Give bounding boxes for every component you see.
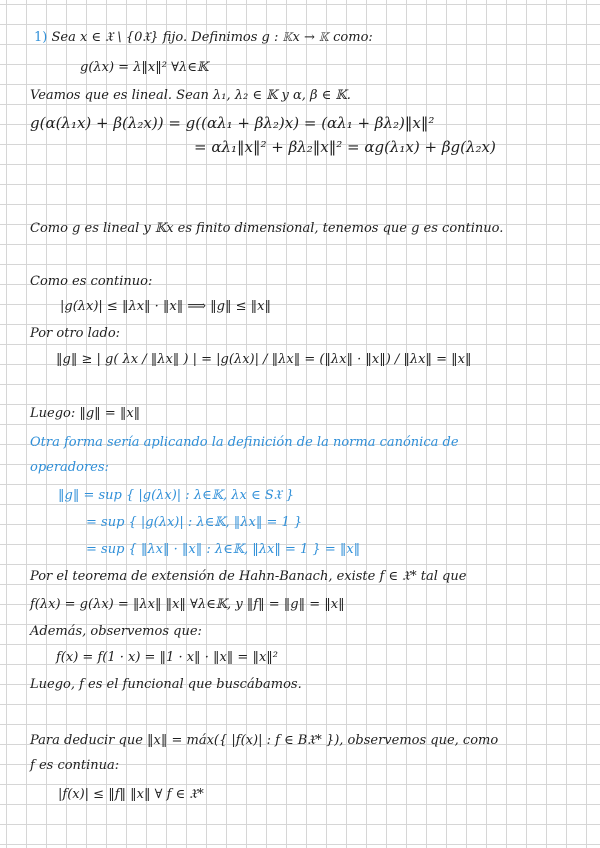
line-lower-bound: ‖g‖ ≥ | g( λx / ‖λx‖ ) | = |g(λx)| / ‖λx‖ = (‖λx‖ · ‖x‖) / ‖λx‖ = ‖x‖	[56, 352, 472, 367]
line-def-formula: g(λx) = λ‖x‖² ∀λ∈𝕂	[80, 60, 209, 75]
line-deducir: Para deducir que ‖x‖ = máx({ |f(x)| : f ∈ B𝔛* }), observemos que, como	[30, 733, 499, 748]
line-upper-bound: |g(λx)| ≤ ‖λx‖ · ‖x‖ ⟹ ‖g‖ ≤ ‖x‖	[60, 299, 271, 314]
line-sup-1: ‖g‖ = sup { |g(λx)| : λ∈𝕂, λx ∈ S𝔛 }	[58, 488, 294, 503]
line-como-continuo: Como es continuo:	[30, 274, 153, 289]
line-linear-1: g(α(λ₁x) + β(λ₂x)) = g((αλ₁ + βλ₂)x) = (αλ₁ + βλ₂)‖x‖²	[30, 114, 435, 132]
line-definition-text: Sea x ∈ 𝔛 \ {0𝔛} fijo. Definimos g : 𝕂x → 𝕂 como:	[51, 30, 373, 45]
line-veamos: Veamos que es lineal. Sean λ₁, λ₂ ∈ 𝕂 y α, β ∈ 𝕂.	[30, 88, 351, 103]
line-fx: f(x) = f(1 · x) = ‖1 · x‖ · ‖x‖ = ‖x‖²	[56, 650, 278, 665]
line-sup-2: = sup { |g(λx)| : λ∈𝕂, ‖λx‖ = 1 }	[86, 515, 303, 530]
line-continuo: Como g es lineal y 𝕂x es finito dimensional, tenemos que g es continuo.	[30, 221, 504, 236]
line-definition: 1) Sea x ∈ 𝔛 \ {0𝔛} fijo. Definimos g : 𝕂x → 𝕂 como:	[34, 30, 373, 45]
line-final-bound: |f(x)| ≤ ‖f‖ ‖x‖ ∀ f ∈ 𝔛*	[58, 787, 204, 802]
line-operadores: operadores:	[30, 460, 109, 475]
line-hahn-banach: Por el teorema de extensión de Hahn-Banach, existe f ∈ 𝔛* tal que	[30, 569, 467, 584]
line-luego-norm: Luego: ‖g‖ = ‖x‖	[30, 406, 141, 421]
line-sup-3: = sup { ‖λx‖ · ‖x‖ : λ∈𝕂, ‖λx‖ = 1 } = ‖x‖	[86, 542, 361, 557]
line-otro-lado: Por otro lado:	[30, 326, 121, 341]
line-linear-2: = αλ₁‖x‖² + βλ₂‖x‖² = αg(λ₁x) + βg(λ₂x)	[194, 138, 496, 156]
line-otra-forma: Otra forma sería aplicando la definición de la norma canónica de	[30, 435, 459, 450]
line-funcional: Luego, f es el funcional que buscábamos.	[30, 677, 302, 692]
line-ademas: Además, observemos que:	[30, 624, 202, 639]
line-continua: f es continua:	[30, 758, 120, 773]
line-extension: f(λx) = g(λx) = ‖λx‖ ‖x‖ ∀λ∈𝕂, y ‖f‖ = ‖g‖ = ‖x‖	[30, 597, 345, 612]
